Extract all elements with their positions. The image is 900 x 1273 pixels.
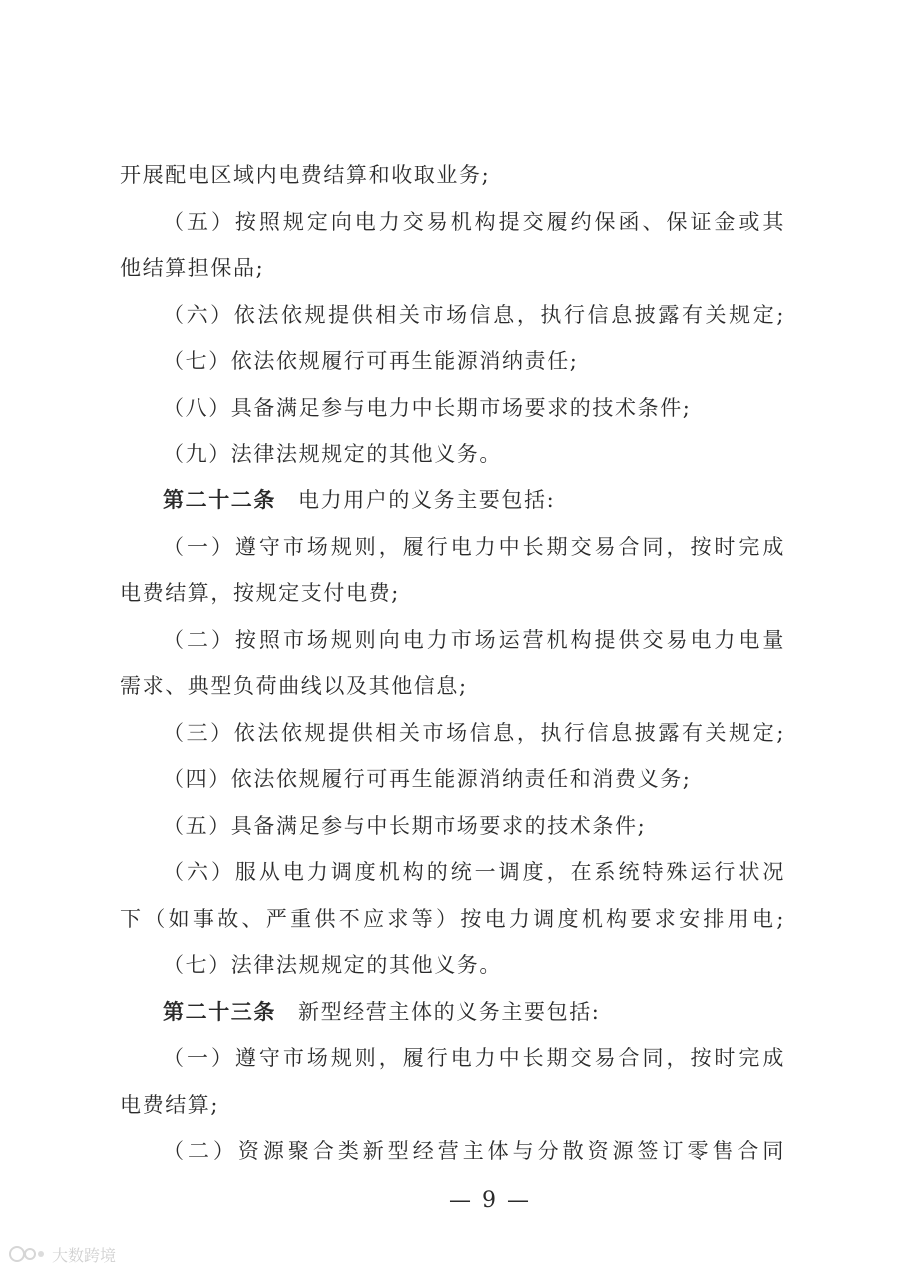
- article-heading: 第二十三条: [163, 999, 276, 1024]
- body-line: （九）法律法规规定的其他义务。: [163, 442, 502, 466]
- body-line: （五）按照规定向电力交易机构提交履约保函、保证金或其: [163, 210, 785, 234]
- article-text: 电力用户的义务主要包括:: [298, 488, 556, 512]
- article-line: [163, 485, 785, 515]
- body-line: （六）服从电力调度机构的统一调度，在系统特殊运行状况: [163, 860, 785, 884]
- body-line: （八）具备满足参与电力中长期市场要求的技术条件;: [163, 396, 692, 420]
- body-line: （一）遵守市场规则，履行电力中长期交易合同，按时完成: [163, 535, 785, 559]
- body-line: （三）依法依规提供相关市场信息，执行信息披露有关规定;: [163, 721, 785, 745]
- body-line: （六）依法依规提供相关市场信息，执行信息披露有关规定;: [163, 303, 785, 327]
- body-line: （七）法律法规规定的其他义务。: [163, 953, 502, 977]
- body-line: 需求、典型负荷曲线以及其他信息;: [120, 674, 468, 698]
- body-line: 他结算担保品;: [120, 256, 265, 280]
- body-line: （二）资源聚合类新型经营主体与分散资源签订零售合同: [163, 1139, 785, 1163]
- body-line: （四）依法依规履行可再生能源消纳责任和消费义务;: [163, 767, 692, 791]
- body-line: （七）依法依规履行可再生能源消纳责任;: [163, 349, 579, 373]
- watermark-logo-icon: [8, 1244, 48, 1264]
- article-text: 新型经营主体的义务主要包括:: [298, 1000, 601, 1024]
- body-line: 电费结算;: [120, 1093, 220, 1117]
- body-line: （二）按照市场规则向电力市场运营机构提供交易电力电量: [163, 628, 785, 652]
- article-line: [163, 997, 785, 1027]
- watermark-text: 大数跨境: [52, 1245, 117, 1265]
- body-line: 下（如事故、严重供不应求等）按电力调度机构要求安排用电;: [120, 907, 785, 931]
- watermark: [8, 1242, 116, 1266]
- body-line: 开展配电区域内电费结算和收取业务;: [120, 163, 491, 187]
- body-line: （五）具备满足参与中长期市场要求的技术条件;: [163, 814, 647, 838]
- body-line: （一）遵守市场规则，履行电力中长期交易合同，按时完成: [163, 1046, 785, 1070]
- body-line: 电费结算，按规定支付电费;: [120, 581, 400, 605]
- article-heading: 第二十二条: [163, 487, 276, 512]
- page-number: — 9 —: [449, 1188, 531, 1213]
